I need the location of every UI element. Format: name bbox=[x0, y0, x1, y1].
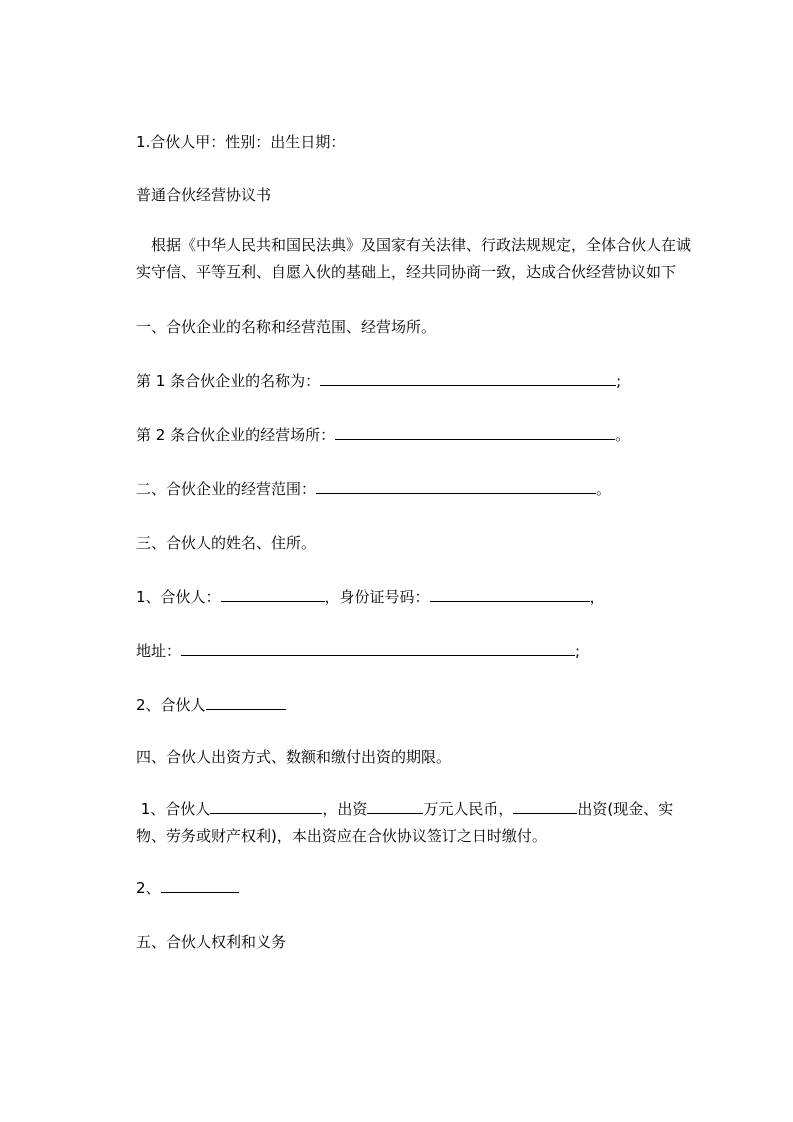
article-2-label: 第 2 条合伙企业的经营场所： bbox=[136, 426, 336, 444]
contribution-1-label: 1、合伙人 bbox=[136, 800, 211, 818]
section-1-text: 一、合伙企业的名称和经营范围、经营场所。 bbox=[136, 318, 437, 336]
section-2-end: 。 bbox=[596, 480, 612, 498]
currency-label: 万元人民币， bbox=[423, 800, 514, 818]
intro-text: 根据《中华人民共和国民法典》及国家有关法律、行政法规规定，全体合伙人在诚实守信、平等互利、自愿入伙的基础上，经共同协商一致，达成合伙经营协议如下 bbox=[136, 236, 692, 281]
article-1-end: ; bbox=[616, 372, 622, 390]
partner-2-blank[interactable] bbox=[206, 695, 286, 710]
contribution-type-label: 出资(现金、实 bbox=[577, 800, 674, 818]
section-5-text: 五、合伙人权利和义务 bbox=[136, 933, 287, 951]
article-1-blank[interactable] bbox=[320, 371, 616, 386]
address-blank[interactable] bbox=[181, 641, 575, 656]
partner-1-label: 1、合伙人： bbox=[136, 588, 221, 606]
section-1-heading bbox=[136, 316, 436, 338]
document-title-text: 普通合伙经营协议书 bbox=[136, 186, 272, 204]
contribution-1-line bbox=[136, 798, 673, 820]
partner-1-end: ， bbox=[589, 588, 605, 606]
contribution-1-line-2 bbox=[136, 825, 547, 847]
document-title bbox=[136, 184, 271, 206]
section-3-text: 三、合伙人的姓名、住所。 bbox=[136, 534, 317, 552]
contribution-amount-label: ，出资 bbox=[322, 800, 368, 818]
contribution-1-text-2: 物、劳务或财产权利)，本出资应在合伙协议签订之日时缴付。 bbox=[136, 827, 547, 845]
article-1-label: 第 1 条合伙企业的名称为： bbox=[136, 372, 321, 390]
id-number-blank[interactable] bbox=[430, 587, 590, 602]
partner-2-line bbox=[136, 694, 286, 716]
partner-a-line bbox=[136, 131, 345, 153]
article-2-line bbox=[136, 424, 630, 446]
contribution-2-blank[interactable] bbox=[161, 878, 239, 893]
article-2-end: 。 bbox=[615, 426, 631, 444]
contribution-partner-blank[interactable] bbox=[210, 799, 322, 814]
article-1-line bbox=[136, 370, 621, 392]
contribution-type-blank[interactable] bbox=[513, 799, 577, 814]
address-label: 地址： bbox=[136, 642, 182, 660]
contribution-amount-blank[interactable] bbox=[367, 799, 423, 814]
partner-1-name-blank[interactable] bbox=[221, 587, 325, 602]
id-number-label: ，身份证号码： bbox=[324, 588, 430, 606]
section-3-heading bbox=[136, 532, 316, 554]
section-2-line bbox=[136, 478, 611, 500]
section-4-text: 四、合伙人出资方式、数额和缴付出资的期限。 bbox=[136, 748, 452, 766]
partner-a-text: 1.合伙人甲：性别：出生日期： bbox=[136, 133, 346, 151]
intro-paragraph bbox=[136, 232, 696, 286]
address-end: ; bbox=[575, 642, 581, 660]
address-line bbox=[136, 640, 580, 662]
contribution-2-line bbox=[136, 877, 239, 899]
article-2-blank[interactable] bbox=[335, 425, 615, 440]
partner-1-line bbox=[136, 586, 605, 608]
business-scope-blank[interactable] bbox=[316, 479, 596, 494]
contribution-2-label: 2、 bbox=[136, 879, 161, 897]
section-2-label: 二、合伙企业的经营范围： bbox=[136, 480, 317, 498]
section-4-heading bbox=[136, 746, 451, 768]
partner-2-label: 2、合伙人 bbox=[136, 696, 206, 714]
section-5-heading bbox=[136, 931, 286, 953]
